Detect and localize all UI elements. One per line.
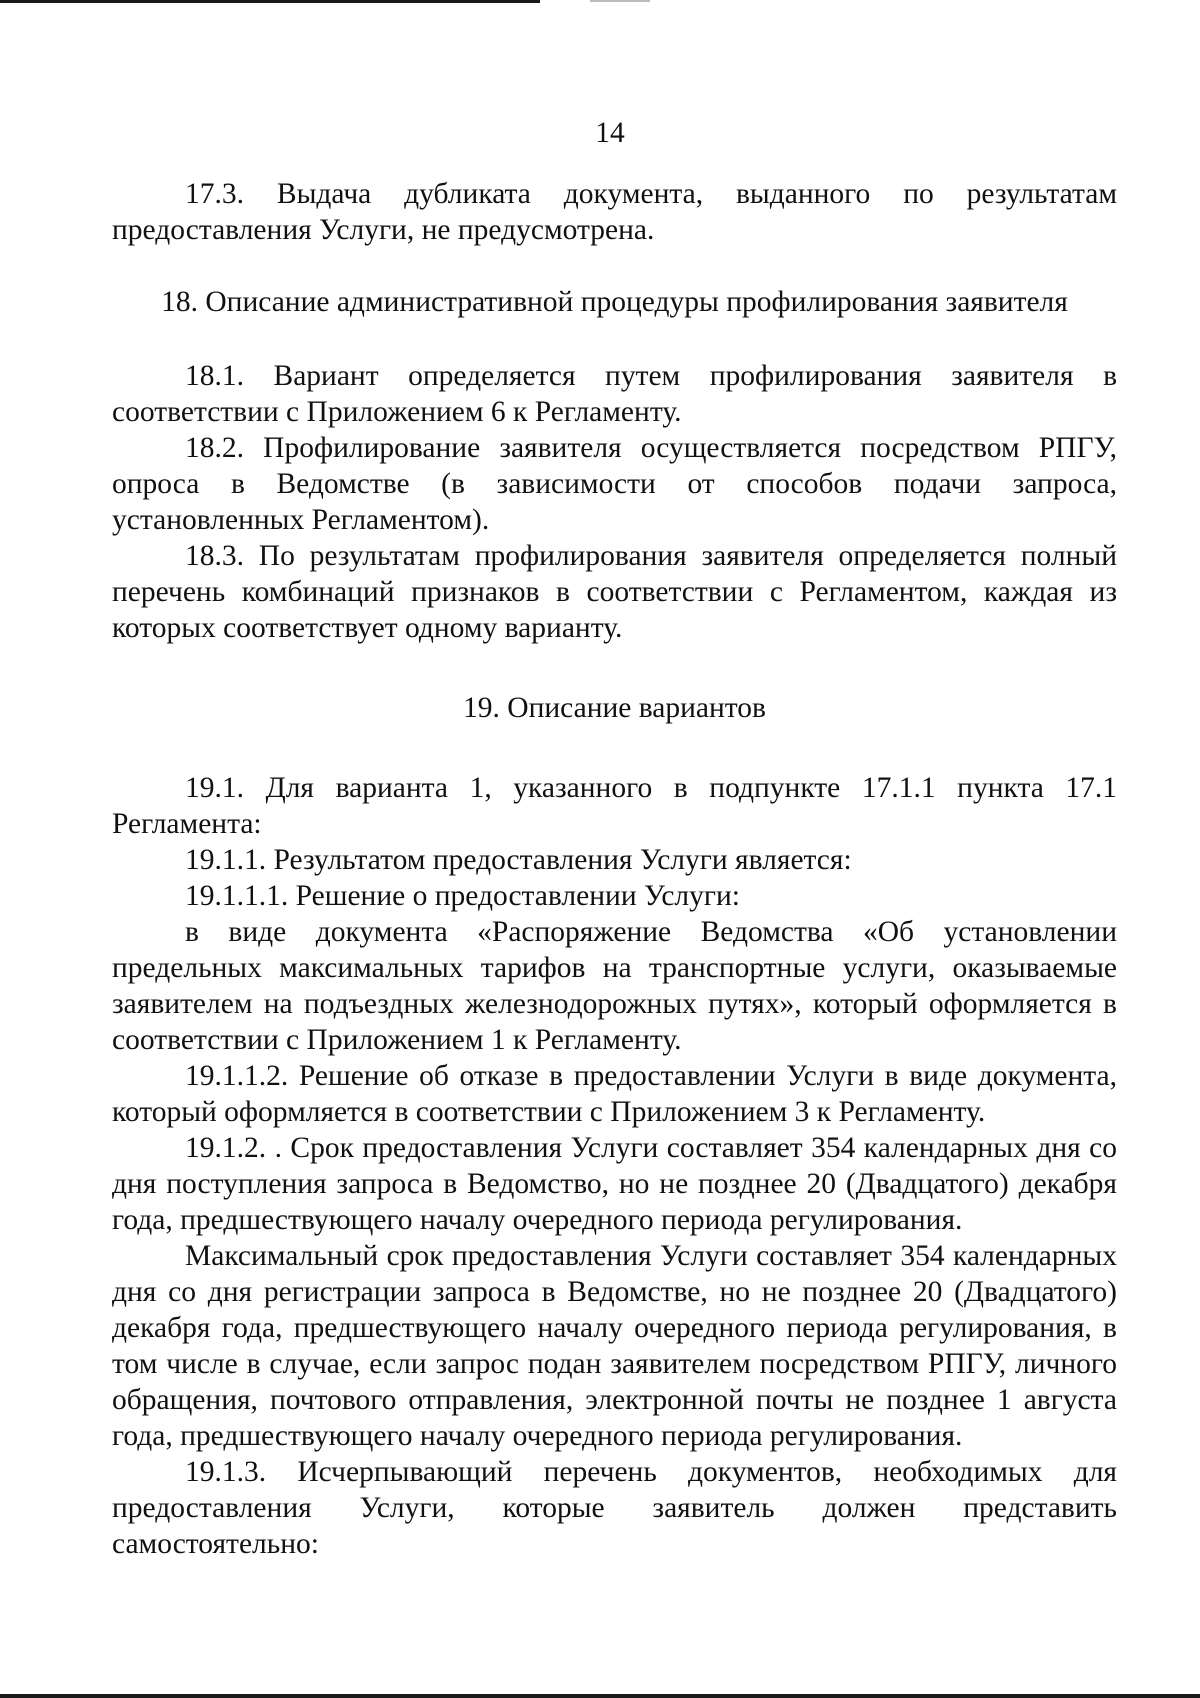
paragraph-17-3: 17.3. Выдача дубликата документа, выданного по результатам предоставления Услуги, не предусмотрена. bbox=[112, 178, 1117, 246]
heading-section-19: 19. Описание вариантов bbox=[463, 692, 766, 724]
scan-edge-top bbox=[0, 0, 540, 3]
scan-edge-bottom bbox=[0, 1694, 1200, 1698]
paragraph-18-3: 18.3. По результатам профилирования заявителя определяется полный перечень комбинаций признаков в соответствии с Регламентом, каждая из которых соответствует одному варианту. bbox=[112, 540, 1117, 644]
paragraph-max-term: Максимальный срок предоставления Услуги составляет 354 календарных дня со дня регистрации запроса в Ведомстве, но не позднее 20 (Двадцатого) декабря года, предшествующего началу очередного периода регулирования, в том числе в случае, если запрос подан заявителем посредством РПГУ, личного обращения, почтового отправления, электронной почты не позднее 1 августа года, предшествующего началу очередного периода регулирования. bbox=[112, 1240, 1117, 1452]
document-body bbox=[112, 176, 1117, 1562]
paragraph-19-1-1: 19.1.1. Результатом предоставления Услуги является: bbox=[185, 844, 852, 876]
paragraph-19-1-3: 19.1.3. Исчерпывающий перечень документов, необходимых для предоставления Услуги, которые заявитель должен представить самостоятельно: bbox=[112, 1456, 1117, 1560]
paragraph-document-form: в виде документа «Распоряжение Ведомства «Об установлении предельных максимальных тарифов на транспортные услуги, оказываемые заявителем на подъездных железнодорожных путях», который оформляется в соответствии с Приложением 1 к Регламенту. bbox=[112, 916, 1117, 1056]
paragraph-19-1: 19.1. Для варианта 1, указанного в подпункте 17.1.1 пункта 17.1 Регламента: bbox=[112, 772, 1117, 840]
page-number: 14 bbox=[595, 117, 625, 149]
paragraph-19-1-1-1: 19.1.1.1. Решение о предоставлении Услуги: bbox=[185, 880, 740, 912]
paragraph-18-2: 18.2. Профилирование заявителя осуществляется посредством РПГУ, опроса в Ведомстве (в зависимости от способов подачи запроса, установленных Регламентом). bbox=[112, 432, 1117, 536]
paragraph-18-1: 18.1. Вариант определяется путем профилирования заявителя в соответствии с Приложением 6 к Регламенту. bbox=[112, 360, 1117, 428]
heading-section-18: 18. Описание административной процедуры профилирования заявителя bbox=[161, 286, 1068, 318]
scan-edge-top-faint bbox=[590, 0, 650, 2]
paragraph-19-1-2: 19.1.2. . Срок предоставления Услуги составляет 354 календарных дня со дня поступления запроса в Ведомство, но не позднее 20 (Двадцатого) декабря года, предшествующего началу очередного периода регулирования. bbox=[112, 1132, 1117, 1236]
paragraph-19-1-1-2: 19.1.1.2. Решение об отказе в предоставлении Услуги в виде документа, который оформляется в соответствии с Приложением 3 к Регламенту. bbox=[112, 1060, 1117, 1128]
